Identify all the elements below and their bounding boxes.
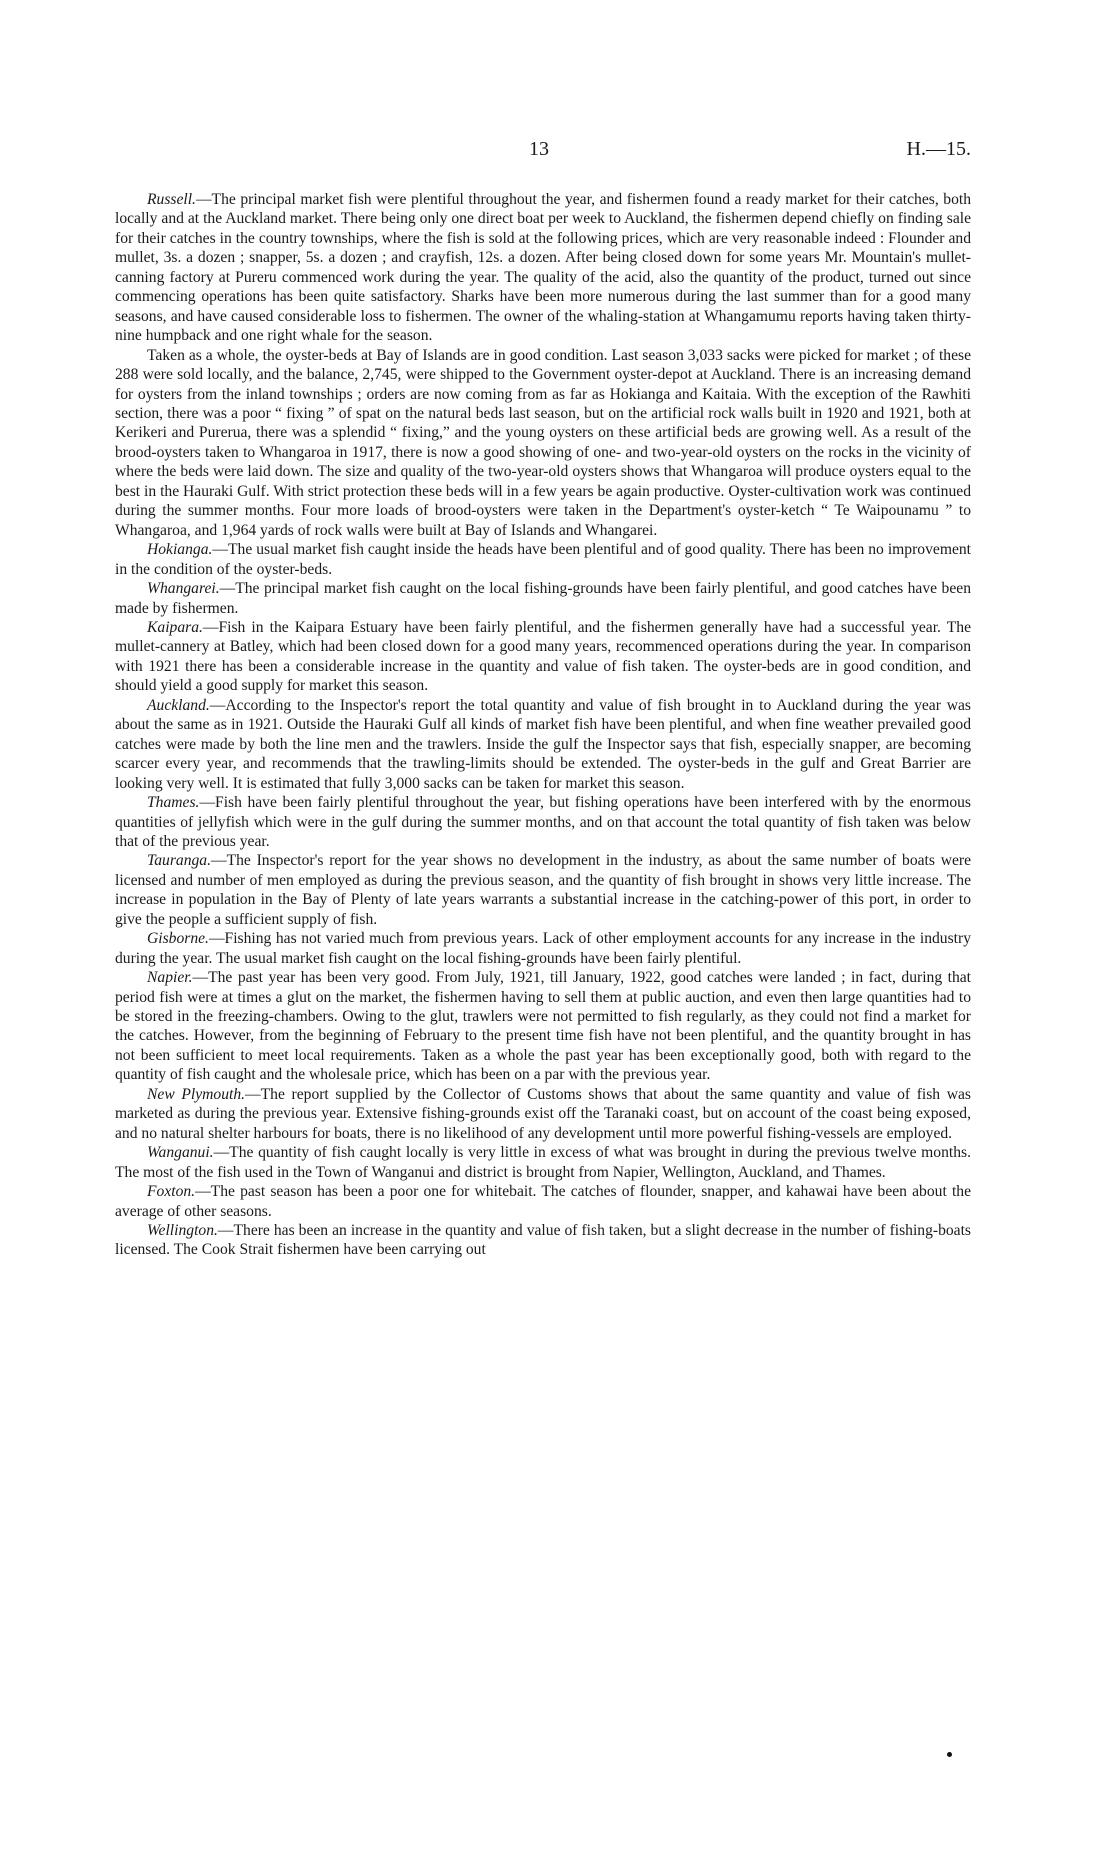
- paragraph-hokianga: [115, 540, 971, 579]
- paragraph-text: Taken as a whole, the oyster-beds at Bay of Islands are in good condition. Last season 3,033 sacks were picked for market ; of these 288 were sold locally, and the balance, 2,745, were shipped to the Government oyster-depot at Auckland. There is an increasing demand for oysters from the inland townships ; orders are now coming from as far as Hokianga and Kaitaia. With the exception of the Rawhiti section, there was a poor “ fixing ” of spat on the natural beds last season, but on the artificial rock walls built in 1920 and 1921, both at Kerikeri and Purerua, there was a splendid “ fixing,” and the young oysters on these artificial beds are growing well. As a result of the brood-oysters taken to Whangaroa in 1917, there is now a good showing of one- and two-year-old oysters on the rocks in the vicinity of where the beds were laid down. The size and quality of the two-year-old oysters shows that Whangaroa will produce oysters equal to the best in the Hauraki Gulf. With strict protection these beds will in a few years be again productive. Oyster-cultivation work was continued during the summer months. Four more loads of brood-oysters were taken in the Department's oyster-ketch “ Te Waipounamu ” to Whangaroa, and 1,964 yards of rock walls were built at Bay of Islands and Whangarei.: [115, 346, 971, 539]
- place-name: Whangarei.: [147, 580, 220, 598]
- paragraph-text: —Fish in the Kaipara Estuary have been fairly plentiful, and the fishermen generally have had a successful year. The mullet-cannery at Batley, which had been closed down for a good many years, recommenced operations during the year. In comparison with 1921 there has been a considerable increase in the quantity and value of fish taken. The oyster-beds are in good condition, and should yield a good supply for market this season.: [115, 618, 971, 695]
- paragraph-gisborne: [115, 929, 971, 968]
- place-name: Tauranga.: [147, 852, 211, 870]
- place-name: Napier.: [147, 969, 193, 987]
- place-name: Auckland.: [147, 696, 210, 714]
- place-name: Wellington.: [147, 1222, 218, 1240]
- paragraph-text: —The principal market fish caught on the local fishing-grounds have been fairly plentiful, and good catches have been made by fishermen.: [115, 580, 971, 617]
- paragraph-tauranga: [115, 851, 971, 929]
- paragraph-text: —The Inspector's report for the year shows no development in the industry, as about the same number of boats were licensed and number of men employed as during the previous season, and the quantity of fish brought in shows very little increase. The increase in population in the Bay of Plenty of late years warrants a substantial increase in the catching-power of this port, in order to give the people a sufficient supply of fish.: [115, 852, 971, 928]
- place-name: Thames.: [147, 794, 200, 812]
- paragraph-oyster-beds: [115, 346, 971, 541]
- document-reference: H.—15.: [906, 138, 971, 160]
- place-name: Wanganui.: [147, 1144, 214, 1162]
- body-text: [115, 190, 971, 1260]
- paragraph-whangarei: [115, 579, 971, 618]
- paragraph-text: —There has been an increase in the quantity and value of fish taken, but a slight decrease in the number of fishing-boats licensed. The Cook Strait fishermen have been carrying out: [115, 1222, 971, 1259]
- paragraph-kaipara: [115, 618, 971, 696]
- place-name: Gisborne.: [147, 930, 209, 948]
- paragraph-napier: [115, 968, 971, 1085]
- paragraph-text: —The report supplied by the Collector of Customs shows that about the same quantity and value of fish was marketed as during the previous year. Extensive fishing-grounds exist off the Taranaki coast, but on account of the coast being exposed, and no natural shelter harbours for boats, there is no likelihood of any development until more powerful fishing-vessels are employed.: [115, 1085, 971, 1142]
- ink-speck: [947, 1752, 952, 1757]
- paragraph-thames: [115, 793, 971, 851]
- paragraph-text: —The quantity of fish caught locally is very little in excess of what was brought in during the previous twelve months. The most of the fish used in the Town of Wanganui and district is brought from Napier, Wellington, Auckland, and Thames.: [115, 1144, 971, 1181]
- place-name: Hokianga.: [147, 541, 213, 559]
- paragraph-foxton: [115, 1182, 971, 1221]
- paragraph-text: —The past season has been a poor one for whitebait. The catches of flounder, snapper, and kahawai have been about the average of other seasons.: [115, 1183, 971, 1220]
- place-name: New Plymouth.: [147, 1085, 246, 1103]
- paragraph-auckland: [115, 696, 971, 793]
- place-name: Foxton.: [147, 1183, 196, 1201]
- paragraph-russell: [115, 190, 971, 346]
- paragraph-text: —The past year has been very good. From July, 1921, till January, 1922, good catches were landed ; in fact, during that period fish were at times a glut on the market, the fishermen having to sell them at public auction, and even then large quantities had to be stored in the freezing-chambers. Owing to the glut, trawlers were not permitted to fish regularly, as they could not find a market for the catches. However, from the beginning of February to the present time fish have not been plentiful, and the quantity brought in has not been sufficient to meet local requirements. Taken as a whole the past year has been exceptionally good, both with regard to the quantity of fish caught and the wholesale price, which has been on a par with the previous year.: [115, 969, 971, 1084]
- page-header: [115, 138, 971, 178]
- paragraph-text: —The principal market fish were plentiful throughout the year, and fishermen found a ready market for their catches, both locally and at the Auckland market. There being only one direct boat per week to Auckland, the fishermen depend chiefly on finding sale for their catches in the country townships, where the fish is sold at the following prices, which are very reasonable indeed : Flounder and mullet, 3s. a dozen ; snapper, 5s. a dozen ; and crayfish, 12s. a dozen. After being closed down for some years Mr. Mountain's mullet-canning factory at Pureru commenced work during the year. The quality of the acid, also the quantity of the product, turned out since commencing operations has been quite satisfactory. Sharks have been more numerous during the last summer than for a good many seasons, and have caused considerable loss to fishermen. The owner of the whaling-station at Whangamumu reports having taken thirty-nine humpback and one right whale for the season.: [115, 191, 971, 345]
- document-page: [115, 138, 971, 1260]
- paragraph-new-plymouth: [115, 1085, 971, 1143]
- place-name: Russell.: [147, 191, 196, 208]
- paragraph-wellington: [115, 1221, 971, 1260]
- page-number: 13: [529, 138, 549, 160]
- paragraph-wanganui: [115, 1143, 971, 1182]
- paragraph-text: —The usual market fish caught inside the heads have been plentiful and of good quality. There has been no improvement in the condition of the oyster-beds.: [115, 541, 971, 578]
- place-name: Kaipara.: [147, 618, 203, 636]
- paragraph-text: —Fishing has not varied much from previous years. Lack of other employment accounts for any increase in the industry during the year. The usual market fish caught on the local fishing-grounds have been fairly plentiful.: [115, 930, 971, 967]
- paragraph-text: —Fish have been fairly plentiful throughout the year, but fishing operations have been interfered with by the enormous quantities of jellyfish which were in the gulf during the summer months, and on that account the total quantity of fish taken was below that of the previous year.: [115, 794, 971, 850]
- paragraph-text: —According to the Inspector's report the total quantity and value of fish brought in to Auckland during the year was about the same as in 1921. Outside the Hauraki Gulf all kinds of market fish have been plentiful, and when fine weather prevailed good catches were made by both the line men and the trawlers. Inside the gulf the Inspector says that fish, especially snapper, are becoming scarcer every year, and recommends that the trawling-limits should be extended. The oyster-beds in the gulf and Great Barrier are looking very well. It is estimated that fully 3,000 sacks can be taken for market this season.: [115, 696, 971, 792]
